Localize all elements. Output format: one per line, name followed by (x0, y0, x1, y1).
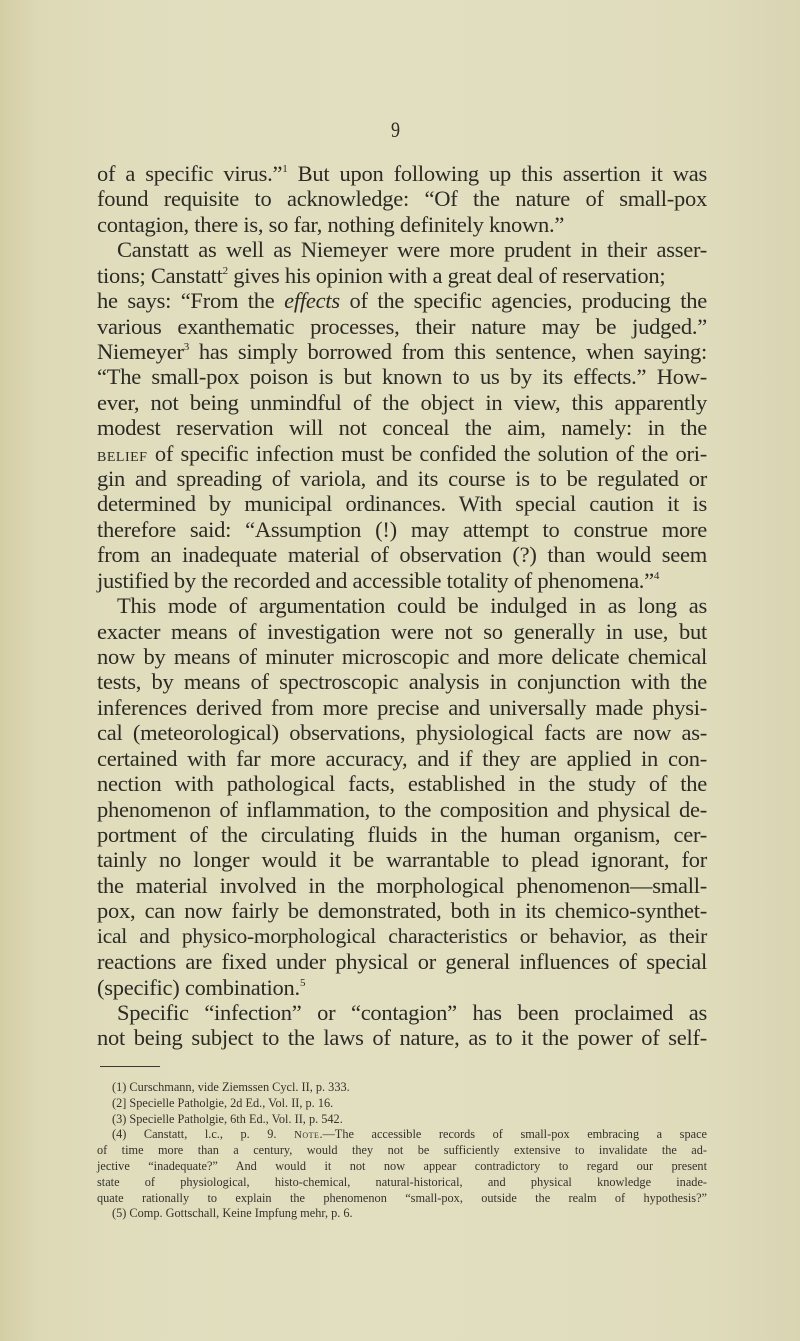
text-line: Niemeyer$^3$ has simply borrowed from this sentence, when saying: (97, 338, 707, 364)
text-line: of a specific virus.”$^1$ But upon following up this assertion it was (97, 161, 707, 186)
text-line: cal (meteorological) observations, physiological facts are now as- (97, 720, 707, 746)
emphasis: effects (284, 288, 340, 314)
footnote-ref-4: 4 (653, 569, 660, 582)
text-line: nection with pathological facts, established in the study of the (97, 771, 707, 797)
footnote-4-cont: quate rationally to explain the phenomenon “small-pox, outside the realm of hypothesis?” (97, 1190, 707, 1205)
text-line: ical and physico-morphological characteristics or behavior, as their (97, 923, 707, 948)
text-line: certained with far more accuracy, and if they are applied in con- (97, 745, 707, 771)
footnote-ref-2: 2 (222, 264, 228, 277)
text-line: (specific) combination.$^5$ (97, 974, 306, 1000)
footnote-ref-3: 3 (183, 340, 189, 353)
text-line: inferences derived from more precise and universally made physi- (97, 694, 707, 720)
text-line: phenomenon of inflammation, to the composition and physical de- (97, 796, 707, 822)
small-caps-word: belief (97, 443, 148, 466)
footnote-ref-5: 5 (299, 976, 306, 989)
text-line: therefore said: “Assumption (!) may attempt to construe more (97, 516, 707, 542)
footnote-3: (3) Specielle Patholgie, 6th Ed., Vol. II, p. 542. (112, 1111, 343, 1126)
footnotes (97, 1080, 707, 1222)
text-line: pox, can now fairly be demonstrated, both in its chemico-synthet- (97, 898, 707, 924)
footnote-4-cont: state of physiological, histo-chemical, natural-historical, and physical knowledge inade- (97, 1174, 707, 1189)
footnote-separator (100, 1066, 160, 1067)
text-line: “The small-pox poison is but known to us by its effects.” How- (97, 364, 707, 390)
text-line: ever, not being unmindful of the object in view, this apparently (97, 389, 707, 415)
text-line: modest reservation will not conceal the aim, namely: in the (97, 415, 707, 441)
text-line: portment of the circulating fluids in the human organism, cer- (97, 821, 707, 847)
body-text (97, 161, 707, 1051)
footnote-4-cont: of time more than a century, would they not be sufficiently extensive to invalidate the ad- (97, 1143, 707, 1158)
footnote-1: (1) Curschmann, vide Ziemssen Cycl. II, p. 333. (112, 1080, 350, 1094)
paragraph-start: This mode of argumentation could be indulged in as long as (117, 593, 707, 619)
paragraph-start: Specific “infection” or “contagion” has been proclaimed as (117, 999, 707, 1025)
text-line: various exanthematic processes, their nature may be judged.” (97, 313, 707, 339)
text-line: reactions are fixed under physical or general influences of special (97, 949, 707, 975)
text-line: tainly no longer would it be warrantable to plead ignorant, for (97, 847, 707, 873)
page-number: 9 (391, 117, 401, 142)
text-line: he says: “From the effects of the specific agencies, producing the (97, 288, 707, 314)
text-line: determined by municipal ordinances. With special caution it is (97, 491, 707, 517)
text-line: found requisite to acknowledge: “Of the nature of small-pox (97, 186, 707, 212)
note-label: Note (294, 1129, 320, 1142)
text-line: contagion, there is, so far, nothing definitely known.” (97, 211, 565, 237)
text-line: gin and spreading of variola, and its course is to be regulated or (97, 466, 707, 492)
text-line: tests, by means of spectroscopic analysis in conjunction with the (97, 669, 707, 695)
text-line: not being subject to the laws of nature, as to it the power of self- (97, 1025, 707, 1051)
text-line: belief of specific infection must be confided the solution of the ori- (97, 440, 707, 466)
text-line: the material involved in the morphological phenomenon—small- (97, 872, 707, 898)
footnote-2: (2] Specielle Patholgie, 2d Ed., Vol. II, p. 16. (112, 1095, 334, 1110)
text-line: justified by the recorded and accessible totality of phenomena.”$^4$ (97, 567, 660, 593)
text-line: tions; Canstatt$^2$ gives his opinion with a great deal of reservation; (97, 262, 666, 288)
paragraph-start: Canstatt as well as Niemeyer were more prudent in their asser- (117, 237, 707, 263)
footnote-4-cont: jective “inadequate?” And would it not now appear contradictory to regard our present (97, 1158, 707, 1173)
footnote-5: (5) Comp. Gottschall, Keine Impfung mehr, p. 6. (112, 1206, 353, 1221)
text-line: now by means of minuter microscopic and more delicate chemical (97, 644, 707, 670)
text-line: exacter means of investigation were not so generally in use, but (97, 618, 707, 644)
text-line: from an inadequate material of observation (?) than would seem (97, 542, 707, 568)
footnote-4: (4) Canstatt, l.c., p. 9. Note.—The accessible records of small-pox embracing a space (112, 1127, 707, 1142)
footnote-ref-1: 1 (282, 163, 288, 175)
